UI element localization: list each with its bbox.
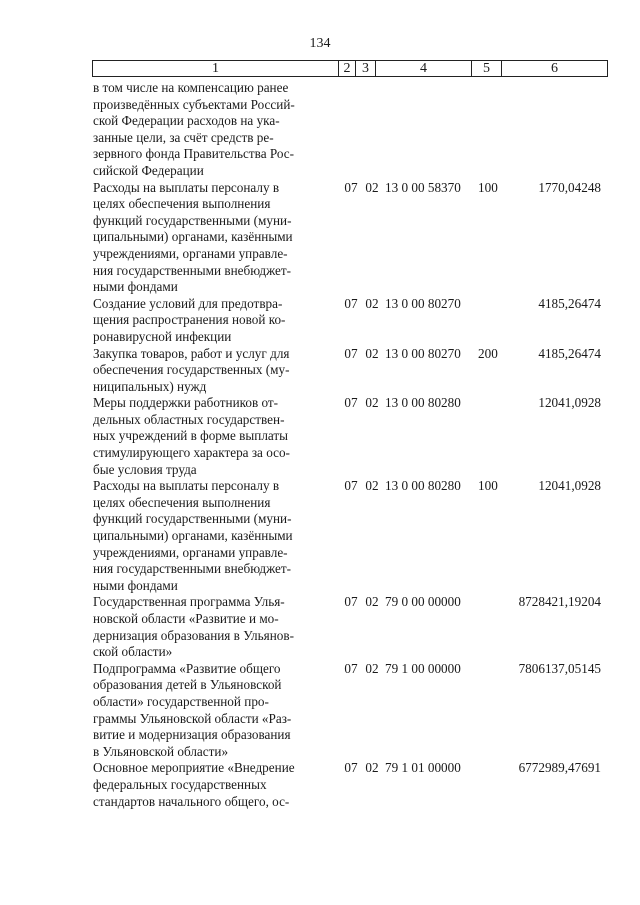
header-col-1: 1	[93, 61, 339, 76]
description-line: щения распространения новой ко-	[93, 312, 286, 328]
header-col-4: 4	[376, 61, 472, 76]
description-line: в том числе на компенсацию ранее	[93, 80, 289, 95]
target-article-code: 79 1 01 00000	[385, 760, 461, 776]
description-line: Основное мероприятие «Внедрение	[93, 760, 295, 776]
description-line: ния государственными внебюджет-	[93, 262, 292, 278]
amount: 7806137,05145	[518, 660, 601, 676]
amount: 6772989,47691	[518, 760, 601, 776]
section-code: 07	[344, 478, 358, 494]
subsection-code: 02	[365, 660, 379, 676]
subsection-code: 02	[365, 345, 379, 361]
target-article-code: 13 0 00 80270	[385, 295, 461, 311]
description-line: учреждениями, органами управле-	[93, 245, 288, 261]
table-header	[92, 60, 608, 77]
description-line: стимулирующего характера за осо-	[93, 445, 290, 461]
page-number: 134	[309, 36, 331, 51]
description-line: новской области «Развитие и мо-	[93, 611, 279, 626]
description-line: целях обеспечения выполнения	[93, 196, 271, 212]
expense-type-code: 100	[478, 478, 498, 494]
header-col-5: 5	[472, 61, 502, 76]
expense-type-code: 200	[478, 345, 498, 361]
description-line: витие и модернизация образования	[93, 727, 291, 743]
description-line: Создание условий для предотвра-	[93, 295, 283, 311]
description-line: ципальными) органами, казёнными	[93, 229, 293, 245]
subsection-code: 02	[365, 760, 379, 776]
table-row	[93, 180, 609, 296]
table-row	[93, 478, 609, 594]
section-code: 07	[344, 179, 358, 195]
row-description	[93, 395, 331, 478]
subsection-code: 02	[365, 295, 379, 311]
target-article-code: 13 0 00 80270	[385, 345, 461, 361]
table-row	[93, 346, 609, 396]
description-line: в Ульяновской области»	[93, 743, 229, 759]
target-article-code: 13 0 00 80280	[385, 395, 461, 411]
row-description	[93, 661, 331, 761]
amount: 12041,0928	[538, 395, 601, 411]
target-article-code: 13 0 00 58370	[385, 179, 461, 195]
description-line: зервного фонда Правительства Рос-	[93, 146, 295, 162]
description-line: федеральных государственных	[93, 776, 267, 792]
subsection-code: 02	[365, 395, 379, 411]
description-line: учреждениями, органами управле-	[93, 544, 288, 560]
row-description	[93, 760, 331, 810]
description-line: ными фондами	[93, 279, 178, 295]
description-line: граммы Ульяновской области «Раз-	[93, 710, 292, 726]
row-description	[93, 80, 331, 180]
description-line: ниципальных) нужд	[93, 378, 207, 394]
description-line: Подпрограмма «Развитие общего	[93, 660, 281, 676]
subsection-code: 02	[365, 594, 379, 610]
description-line: ципальными) органами, казёнными	[93, 528, 293, 544]
amount: 8728421,19204	[518, 594, 601, 610]
description-line: дельных областных государствен-	[93, 411, 285, 427]
description-line: ния государственными внебюджет-	[93, 561, 292, 577]
subsection-code: 02	[365, 179, 379, 195]
row-description	[93, 346, 331, 396]
table-row	[93, 80, 609, 180]
row-description	[93, 478, 331, 594]
header-col-2: 2	[339, 61, 356, 76]
description-line: Государственная программа Улья-	[93, 594, 285, 610]
description-line: области» государственной про-	[93, 693, 269, 709]
table-row	[93, 594, 609, 660]
budget-table-body	[93, 80, 609, 810]
description-line: занные цели, за счёт средств ре-	[93, 129, 274, 145]
description-line: функций государственными (муни-	[93, 511, 292, 527]
description-line: целях обеспечения выполнения	[93, 494, 271, 510]
description-line: ных учреждений в форме выплаты	[93, 428, 289, 444]
description-line: ронавирусной инфекции	[93, 328, 232, 344]
target-article-code: 79 1 00 00000	[385, 660, 461, 676]
table-row	[93, 296, 609, 346]
description-line: стандартов начального общего, ос-	[93, 793, 290, 809]
description-line: Расходы на выплаты персоналу в	[93, 179, 280, 195]
row-description	[93, 180, 331, 296]
amount: 4185,26474	[538, 295, 601, 311]
amount: 4185,26474	[538, 345, 601, 361]
description-line: образования детей в Ульяновской	[93, 677, 282, 693]
amount: 12041,0928	[538, 478, 601, 494]
header-col-3: 3	[356, 61, 376, 76]
subsection-code: 02	[365, 478, 379, 494]
section-code: 07	[344, 395, 358, 411]
description-line: Расходы на выплаты персоналу в	[93, 478, 280, 494]
description-line: Закупка товаров, работ и услуг для	[93, 345, 290, 361]
table-row	[93, 661, 609, 761]
row-description	[93, 594, 331, 660]
description-line: произведённых субъектами Россий-	[93, 96, 295, 112]
description-line: ской области»	[93, 644, 173, 660]
target-article-code: 79 0 00 00000	[385, 594, 461, 610]
description-line: ными фондами	[93, 577, 178, 593]
target-article-code: 13 0 00 80280	[385, 478, 461, 494]
section-code: 07	[344, 760, 358, 776]
description-line: сийской Федерации	[93, 162, 204, 178]
section-code: 07	[344, 295, 358, 311]
description-line: бые условия труда	[93, 461, 197, 477]
header-col-6: 6	[551, 61, 558, 76]
description-line: обеспечения государственных (му-	[93, 362, 290, 378]
section-code: 07	[344, 345, 358, 361]
table-row	[93, 760, 609, 810]
row-description	[93, 296, 331, 346]
section-code: 07	[344, 594, 358, 610]
description-line: ской Федерации расходов на ука-	[93, 113, 280, 129]
table-row	[93, 395, 609, 478]
amount: 1770,04248	[538, 179, 601, 195]
description-line: Меры поддержки работников от-	[93, 395, 279, 411]
description-line: функций государственными (муни-	[93, 212, 292, 228]
description-line: дернизация образования в Ульянов-	[93, 627, 294, 643]
expense-type-code: 100	[478, 179, 498, 195]
section-code: 07	[344, 660, 358, 676]
